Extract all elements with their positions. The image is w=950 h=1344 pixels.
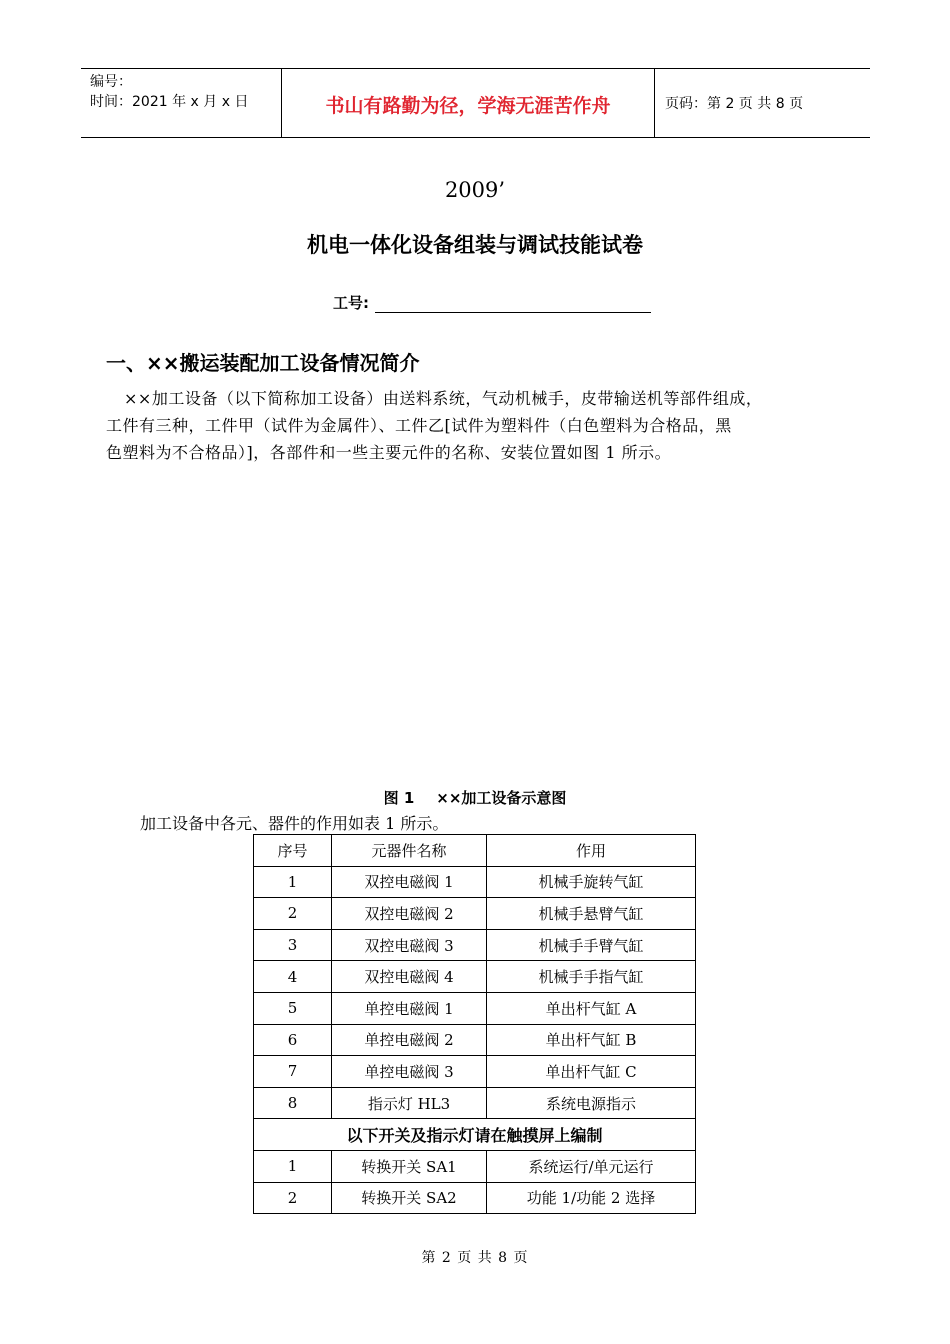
column-header: 作用	[487, 835, 696, 867]
components-table	[253, 834, 696, 1214]
table-row	[254, 929, 696, 961]
employee-id-label: 工号:	[333, 294, 369, 312]
table-header-row	[254, 835, 696, 867]
table-row	[254, 961, 696, 993]
table-row	[254, 1087, 696, 1119]
employee-id-blank	[375, 312, 651, 313]
table-cell: 4	[254, 961, 332, 993]
table-cell: 系统运行/单元运行	[487, 1150, 696, 1182]
table-row	[254, 898, 696, 930]
table-cell: 机械手悬臂气缸	[487, 898, 696, 930]
table-row	[254, 1182, 696, 1214]
page-header	[81, 68, 870, 138]
time-label: 时间：2021 年 x 月 x 日	[90, 94, 249, 110]
table-cell: 单控电磁阀 2	[332, 1024, 487, 1056]
table-cell: 双控电磁阀 1	[332, 866, 487, 898]
table-row	[254, 992, 696, 1024]
table-cell: 机械手手臂气缸	[487, 929, 696, 961]
table-cell: 双控电磁阀 3	[332, 929, 487, 961]
table-row	[254, 1024, 696, 1056]
doc-number-label: 编号：	[90, 74, 132, 90]
table-cell: 8	[254, 1087, 332, 1119]
figure-caption-text: ××加工设备示意图	[436, 789, 567, 807]
table-section-row	[254, 1119, 696, 1151]
page-title: 机电一体化设备组装与调试技能试卷	[307, 233, 643, 257]
table-cell: 功能 1/功能 2 选择	[487, 1182, 696, 1214]
table-cell: 3	[254, 929, 332, 961]
table-cell: 单控电磁阀 3	[332, 1056, 487, 1088]
employee-id-line	[333, 292, 369, 313]
table-cell: 6	[254, 1024, 332, 1056]
table-cell: 5	[254, 992, 332, 1024]
figure-caption-number: 图 1	[383, 789, 415, 807]
table-cell: 单出杆气缸 B	[487, 1024, 696, 1056]
header-divider	[654, 69, 655, 137]
page-footer: 第 2 页 共 8 页	[421, 1250, 529, 1266]
table-cell: 单出杆气缸 C	[487, 1056, 696, 1088]
header-motto: 书山有路勤为径，学海无涯苦作舟	[325, 95, 611, 117]
table-cell: 7	[254, 1056, 332, 1088]
table-cell: 机械手旋转气缸	[487, 866, 696, 898]
table-cell: 双控电磁阀 4	[332, 961, 487, 993]
table-cell: 系统电源指示	[487, 1087, 696, 1119]
table-cell: 单控电磁阀 1	[332, 992, 487, 1024]
table-cell: 转换开关 SA1	[332, 1150, 487, 1182]
table-cell: 1	[254, 866, 332, 898]
table-section-label: 以下开关及指示灯请在触摸屏上编制	[254, 1119, 696, 1151]
exam-year: 2009’	[444, 178, 506, 202]
table-row	[254, 866, 696, 898]
column-header: 元器件名称	[332, 835, 487, 867]
paragraph-line: 工件有三种，工件甲（试件为金属件）、工件乙[试件为塑料件（白色塑料为合格品，黑	[106, 416, 732, 435]
table-cell: 机械手手指气缸	[487, 961, 696, 993]
paragraph-line: ××加工设备（以下简称加工设备）由送料系统，气动机械手，皮带输送机等部件组成，	[124, 389, 763, 408]
table-row	[254, 1056, 696, 1088]
table-intro: 加工设备中各元、器件的作用如表 1 所示。	[140, 814, 449, 833]
section-heading: 一、××搬运装配加工设备情况简介	[106, 351, 420, 375]
header-page-info: 页码：第 2 页 共 8 页	[665, 96, 804, 112]
table-cell: 单出杆气缸 A	[487, 992, 696, 1024]
table-cell: 转换开关 SA2	[332, 1182, 487, 1214]
table-cell: 1	[254, 1150, 332, 1182]
column-header: 序号	[254, 835, 332, 867]
table-cell: 指示灯 HL3	[332, 1087, 487, 1119]
paragraph-line: 色塑料为不合格品）]，各部件和一些主要元件的名称、安装位置如图 1 所示。	[106, 443, 672, 462]
table-cell: 双控电磁阀 2	[332, 898, 487, 930]
figure-caption	[0, 787, 950, 808]
table-row	[254, 1150, 696, 1182]
table-cell: 2	[254, 1182, 332, 1214]
table-cell: 2	[254, 898, 332, 930]
